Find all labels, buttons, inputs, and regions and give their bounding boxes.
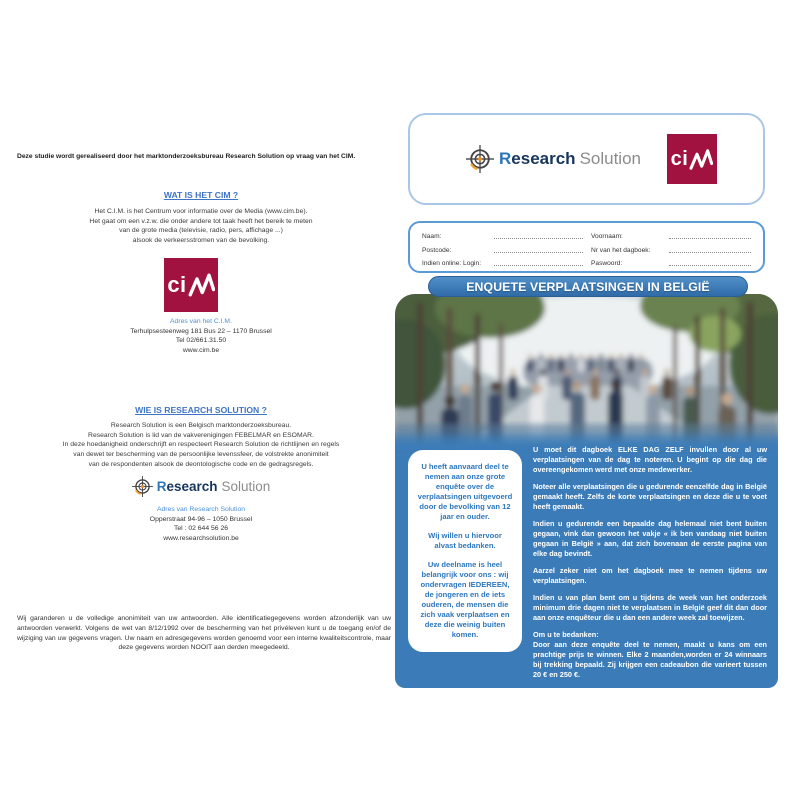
paswoord-label: Paswoord: [591, 260, 623, 267]
voornaam-field[interactable] [669, 231, 751, 239]
dagboeknummer-label: Nr van het dagboek: [591, 246, 651, 254]
instruction-paragraph: Aarzel zeker niet om het dagboek mee te nemen tijdens uw verplaatsingen. [533, 566, 767, 585]
cim-logo-text: ci [670, 147, 689, 170]
naam-field[interactable] [494, 231, 583, 239]
text-line: van de respondenten alsook de deontologische code en de gedragsregels. [88, 460, 314, 468]
naam-label: Naam: [422, 233, 442, 240]
intro-text: Deze studie wordt gerealiseerd door het marktonderzoeksbureau Research Solution op vraag van het CIM. [17, 153, 356, 160]
welcome-box [408, 450, 522, 652]
research-solution-logo [466, 145, 641, 173]
text-line: van dewet ter bescherming van de persoonlijke levenssfeer, de volstrekte anonimiteit [73, 451, 329, 459]
dagboeknummer-field[interactable] [669, 245, 751, 253]
rs-logo-solution: Solution [221, 479, 271, 494]
reward-paragraph: Door aan deze enquête deel te nemen, maakt u kans om een prachtige prijs te winnen. Elke 2 maanden,worden er 24 winnaars bij trekking bepaald. Zij krijgen een cadeaubon die varieert tussen 20 € en 250 €. [533, 640, 767, 679]
contact-form [408, 221, 765, 273]
participation-paragraph: Uw deelname is heel belangrijk voor ons : wij ondervragen IEDEREEN, de jongeren en de iets ouderen, de mensen die zich vaak verplaatsen en deze die weinig buiten komen. [420, 560, 510, 639]
instruction-paragraph: Indien u gedurende een bepaalde dag helemaal niet bent buiten gegaan, vink dan gewoon het vakje « ik ben vandaag niet buiten gegaan in België » aan, dat zich bovenaan de eerste pagina van elke dag bevindt. [533, 519, 767, 558]
rs-logo-esearch: esearch [511, 149, 576, 168]
cim-logo [164, 258, 218, 312]
postcode-label: Postcode: [422, 246, 452, 254]
crowd-scene-illustration [395, 294, 778, 454]
rs-target-icon [132, 476, 153, 497]
text-line: In deze hoedanigheid onderschrijft en respecteert Research Solution de richtlijnen en regels [62, 441, 340, 449]
instruction-paragraph: U moet dit dagboek ELKE DAG ZELF invullen door al uw verplaatsingen van de dag te noteren. U begint op die dag die overeengekomen werd met onze medewerker. [533, 445, 767, 474]
section-title-wie-is-research-solution: WIE IS RESEARCH SOLUTION ? [135, 405, 267, 415]
rs-target-icon [466, 145, 494, 173]
rs-address-phone: Tel : 02 644 56 26 [173, 525, 229, 533]
form-row [422, 257, 753, 267]
text-line: van de grote media (televisie, radio, pers, affichage ...) [119, 227, 283, 235]
text-line: Research Solution is lid van de vakverenigingen FEBELMAR en ESOMAR. [88, 431, 314, 439]
research-solution-address [15, 505, 387, 543]
street-crowd-photo [395, 294, 778, 454]
rs-address-street: Opperstraat 94-96 – 1050 Brussel [149, 515, 253, 523]
cim-address-label: Adres van het C.I.M. [170, 318, 232, 325]
text-line: Het gaat om een v.z.w. die onder andere tot taak heeft het bereik te meten [89, 217, 313, 225]
text-line: Het C.I.M. is het Centrum voor informatie over de Media (www.cim.be). [94, 208, 308, 215]
rs-logo-r: R [499, 149, 512, 168]
cim-logo-m-glyph [689, 148, 713, 171]
form-row [422, 230, 753, 240]
reward-title: Om u te bedanken: [533, 630, 599, 639]
rs-logo-esearch: esearch [166, 479, 218, 494]
research-solution-description [15, 421, 387, 470]
paswoord-field[interactable] [669, 258, 751, 266]
info-panel [395, 432, 778, 688]
login-label: Indien online: Login: [422, 260, 482, 267]
rs-logo-r: R [156, 479, 167, 494]
postcode-field[interactable] [494, 245, 583, 253]
cim-description [15, 207, 387, 246]
instruction-paragraph: Indien u van plan bent om u tijdens de week van het onderzoek minimum drie dagen niet te verplaatsen in België geef dit dan door aan onze enquêteur die u dan een andere week zal toewijzen. [533, 593, 767, 622]
cim-logo-text: ci [167, 272, 187, 297]
thank-you-line: Wij willen u hiervoor alvast bedanken. [428, 531, 502, 550]
cim-logo-m-glyph [188, 272, 215, 298]
cim-website-link[interactable]: www.cim.be [182, 346, 220, 354]
welcome-paragraph: U heeft aanvaard deel te nemen aan onze grote enquête over de verplaatsingen uitgevoerd door de bevolking van 12 jaar en ouder. [417, 462, 513, 521]
cim-address [15, 317, 387, 355]
research-solution-logo [15, 476, 387, 497]
instruction-paragraph: Noteer alle verplaatsingen die u gedurende eenzelfde dag in België gemaakt heeft. Zelfs de korte verplaatsingen en deze die u te voet heeft gemaakt. [533, 482, 767, 511]
header-logo-box [408, 113, 765, 205]
text-line: alsook de verkeersstromen van de bevolking. [132, 237, 270, 245]
login-field[interactable] [494, 258, 583, 266]
diary-instructions [533, 445, 767, 687]
section-title-wat-is-het-cim: WAT IS HET CIM ? [163, 190, 239, 200]
rs-logo-solution: Solution [579, 149, 641, 168]
survey-title-banner: ENQUETE VERPLAATSINGEN IN BELGIË [428, 276, 748, 297]
cim-address-street: Terhulpsesteenweg 181 Bus 22 – 1170 Brussel [130, 327, 272, 335]
anonymity-notice: Wij garanderen u de volledige anonimiteit van uw antwoorden. Alle identificatiegegevens worden afzonderlijk van uw antwoorden verwerkt. Volgens de wet van 8/12/1992 over de bescherming van het privéleven kunt u de toegang en/of de wijziging van uw gegevens vragen. Uw naam en adresgegevens worden genoemd voor een interne kwaliteitscontrole, maar deze gegevens worden NOOIT aan derden meegedeeld. [17, 615, 391, 652]
rs-website-link[interactable]: www.researchsolution.be [163, 534, 239, 542]
text-line: Research Solution is een Belgisch marktonderzoeksbureau. [110, 422, 292, 429]
cim-address-phone: Tel 02/661.31.50 [175, 337, 227, 345]
rs-address-label: Adres van Research Solution [156, 506, 246, 513]
voornaam-label: Voornaam: [591, 233, 623, 240]
cim-logo [667, 134, 717, 184]
form-row [422, 244, 753, 254]
